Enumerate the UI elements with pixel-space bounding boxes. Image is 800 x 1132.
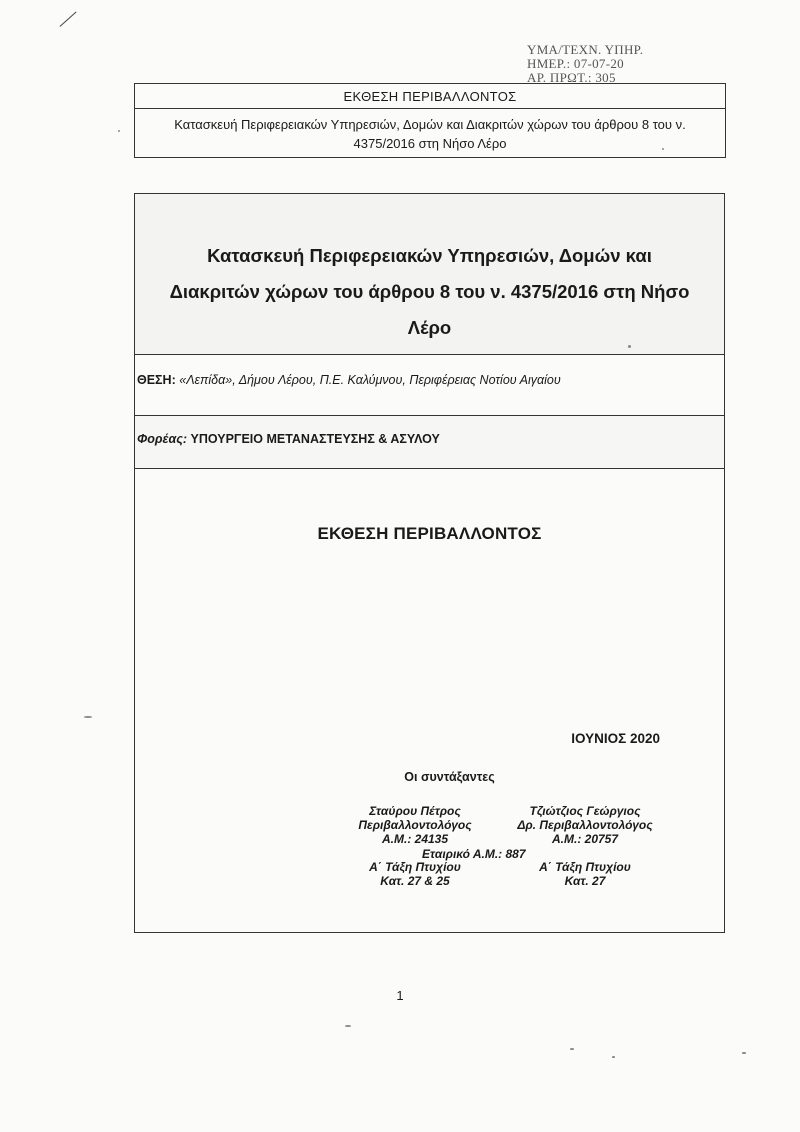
author-category: Κατ. 27 & 25 xyxy=(380,874,450,888)
author-title: Δρ. Περιβαλλοντολόγος xyxy=(517,818,653,832)
author-name: Σταύρου Πέτρος xyxy=(369,804,461,818)
authors-heading: Οι συντάξαντες xyxy=(404,770,495,784)
registry-stamp xyxy=(527,43,643,85)
pen-mark xyxy=(60,11,77,27)
header-subtitle-line2: 4375/2016 στη Νήσο Λέρο xyxy=(353,136,507,151)
location-label: ΘΕΣΗ: xyxy=(137,373,176,387)
header-box xyxy=(134,83,726,158)
project-title xyxy=(135,194,724,355)
report-title: ΕΚΘΕΣΗ ΠΕΡΙΒΑΛΛΟΝΤΟΣ xyxy=(317,524,542,543)
scan-speck xyxy=(570,1048,574,1050)
body-label: Φορέας: xyxy=(137,432,188,446)
location-value: «Λεπίδα», Δήμου Λέρου, Π.Ε. Καλύμνου, Περιφέρειας Νοτίου Αιγαίου xyxy=(179,373,561,387)
report-date: ΙΟΥΝΙΟΣ 2020 xyxy=(571,731,660,746)
stamp-line-date: ΗΜΕΡ.: 07-07-20 xyxy=(527,56,624,71)
project-title-line3: Λέρο xyxy=(407,317,452,338)
body-row xyxy=(135,416,724,469)
page-number: 1 xyxy=(396,988,404,1003)
header-subtitle-line1: Κατασκευή Περιφερειακών Υπηρεσιών, Δομών και Διακριτών χώρων του άρθρου 8 του ν. xyxy=(174,117,686,132)
author-right xyxy=(500,804,670,888)
stamp-line-protocol: ΑΡ. ΠΡΩΤ.: 305 xyxy=(527,70,616,85)
author-grade: Α΄ Τάξη Πτυχίου xyxy=(539,860,631,874)
author-grade: Α΄ Τάξη Πτυχίου xyxy=(369,860,461,874)
scan-speck xyxy=(612,1056,615,1058)
author-am: Α.Μ.: 20757 xyxy=(551,832,619,846)
company-am: Εταιρικό Α.Μ.: 887 xyxy=(422,847,526,861)
scan-speck xyxy=(628,345,631,348)
project-title-line2: Διακριτών χώρων του άρθρου 8 του ν. 4375/2016 στη Νήσο xyxy=(169,281,690,302)
header-title: ΕΚΘΕΣΗ ΠΕΡΙΒΑΛΛΟΝΤΟΣ xyxy=(135,84,725,109)
project-title-line1: Κατασκευή Περιφερειακών Υπηρεσιών, Δομών και xyxy=(207,245,652,266)
author-left xyxy=(330,804,500,888)
body-value: ΥΠΟΥΡΓΕΙΟ ΜΕΤΑΝΑΣΤΕΥΣΗΣ & ΑΣΥΛΟΥ xyxy=(190,432,440,446)
scan-speck xyxy=(662,148,664,150)
author-am: Α.Μ.: 24135 xyxy=(381,832,449,846)
author-name: Τζιώτζιος Γεώργιος xyxy=(529,804,641,818)
author-category: Κατ. 27 xyxy=(564,874,606,888)
scan-speck xyxy=(118,130,120,132)
location-row xyxy=(135,355,724,416)
cover-box xyxy=(134,193,725,933)
scan-speck xyxy=(742,1052,746,1054)
scan-speck xyxy=(84,716,92,718)
scan-speck xyxy=(345,1025,351,1027)
header-subtitle xyxy=(135,109,725,153)
stamp-line-department: ΥΜΑ/ΤΕΧΝ. ΥΠΗΡ. xyxy=(527,42,644,57)
author-title: Περιβαλλοντολόγος xyxy=(358,818,472,832)
